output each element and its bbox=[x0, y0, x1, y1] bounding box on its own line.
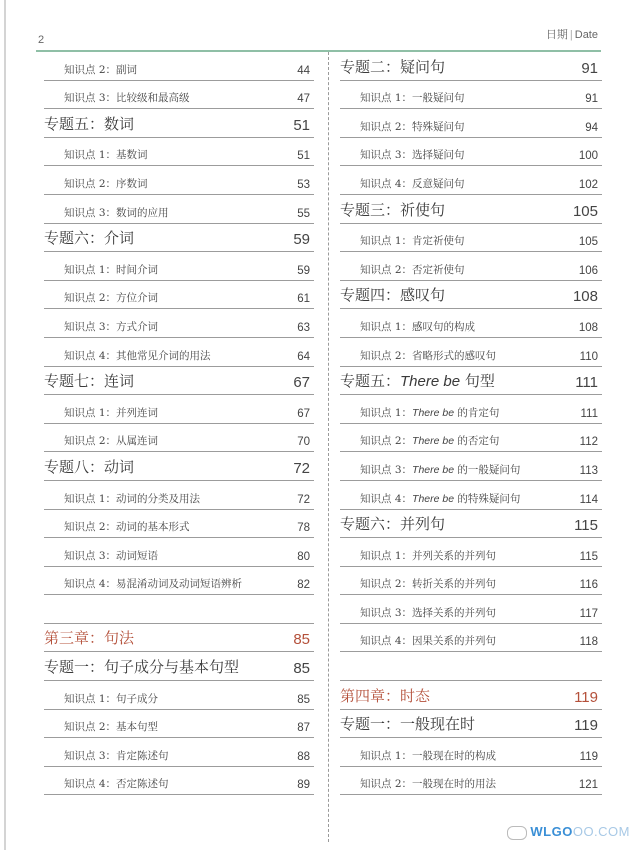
toc-entry-label: 知识点 3：动词短语 bbox=[64, 549, 159, 562]
toc-entry-point[interactable] bbox=[340, 595, 602, 624]
toc-entry-point[interactable] bbox=[340, 166, 602, 195]
toc-entry-page: 102 bbox=[578, 178, 598, 191]
toc-entry-point[interactable] bbox=[44, 395, 314, 424]
toc-entry-label: 知识点 4：There be 的特殊疑问句 bbox=[360, 492, 521, 505]
toc-entry-point[interactable] bbox=[44, 52, 314, 81]
binding-edge bbox=[4, 0, 6, 850]
toc-entry-page: 63 bbox=[297, 321, 310, 334]
toc-entry-label: 知识点 3：There be 的一般疑问句 bbox=[360, 463, 521, 476]
toc-entry-point[interactable] bbox=[340, 567, 602, 596]
toc-entry-label: 知识点 1：There be 的肯定句 bbox=[360, 406, 500, 419]
toc-entry-chapter[interactable] bbox=[340, 681, 602, 710]
toc-entry-label: 专题六：并列句 bbox=[340, 515, 446, 534]
toc-entry-page: 116 bbox=[579, 579, 598, 592]
toc-entry-page: 53 bbox=[297, 178, 310, 191]
toc-entry-label: 第四章：时态 bbox=[340, 686, 431, 705]
toc-entry-label: 知识点 2：转折关系的并列句 bbox=[360, 578, 497, 591]
english-phrase: There be bbox=[412, 492, 455, 505]
toc-entry-label: 专题四：感叹句 bbox=[340, 286, 446, 305]
toc-entry-label: 知识点 3：肯定陈述句 bbox=[64, 749, 169, 762]
toc-entry-page: 55 bbox=[297, 207, 310, 220]
date-label-cn: 日期 bbox=[545, 29, 568, 41]
toc-entry-point[interactable] bbox=[44, 767, 314, 796]
toc-entry-topic[interactable] bbox=[44, 109, 314, 138]
toc-entry-page: 91 bbox=[585, 93, 598, 106]
toc-entry-page: 121 bbox=[578, 779, 598, 792]
toc-entry-point[interactable] bbox=[340, 538, 602, 567]
toc-entry-label: 知识点 2：特殊疑问句 bbox=[360, 120, 465, 133]
toc-entry-label: 知识点 2：序数词 bbox=[64, 177, 148, 190]
toc-entry-page: 105 bbox=[572, 202, 598, 220]
toc-entry-point[interactable] bbox=[44, 681, 314, 710]
toc-entry-label: 专题三：祈使句 bbox=[340, 200, 446, 219]
gamepad-icon bbox=[507, 826, 527, 840]
toc-entry-page: 111 bbox=[575, 374, 598, 392]
toc-entry-page: 100 bbox=[578, 150, 598, 163]
toc-entry-page: 108 bbox=[578, 321, 598, 334]
toc-entry-point[interactable] bbox=[44, 538, 314, 567]
toc-entry-point[interactable] bbox=[44, 166, 314, 195]
toc-entry-page: 113 bbox=[579, 464, 598, 477]
toc-entry-label: 知识点 1：并列连词 bbox=[64, 406, 159, 419]
toc-entry-page: 105 bbox=[578, 236, 598, 249]
toc-entry-page: 111 bbox=[580, 407, 598, 420]
toc-entry-label: 知识点 1：时间介词 bbox=[64, 263, 159, 276]
toc-entry-page: 59 bbox=[293, 231, 310, 249]
toc-entry-page: 85 bbox=[293, 660, 310, 678]
toc-entry-topic[interactable] bbox=[340, 510, 602, 539]
toc-entry-topic[interactable] bbox=[44, 224, 314, 253]
toc-entry-point[interactable] bbox=[340, 109, 602, 138]
toc-entry-label: 专题一：一般现在时 bbox=[340, 715, 476, 734]
toc-entry-label: 知识点 2：副词 bbox=[64, 63, 138, 76]
toc-entry-page: 44 bbox=[297, 64, 310, 77]
toc-entry-topic[interactable] bbox=[340, 195, 602, 224]
toc-entry-point[interactable] bbox=[44, 338, 314, 367]
toc-entry-page: 115 bbox=[574, 517, 598, 535]
toc-entry-page: 91 bbox=[581, 59, 598, 77]
toc-entry-label: 第三章：句法 bbox=[44, 629, 135, 648]
toc-entry-label: 知识点 2：There be 的否定句 bbox=[360, 435, 500, 448]
column-divider bbox=[328, 52, 329, 842]
toc-entry-label: 知识点 3：比较级和最高级 bbox=[64, 92, 190, 105]
watermark-bold: WLGO bbox=[530, 824, 573, 840]
toc-entry-point[interactable] bbox=[340, 309, 602, 338]
toc-right-column bbox=[340, 52, 602, 795]
toc-entry-label: 知识点 1：动词的分类及用法 bbox=[64, 492, 201, 505]
toc-entry-label: 知识点 3：选择疑问句 bbox=[360, 149, 465, 162]
toc-entry-label: 专题一：句子成分与基本句型 bbox=[44, 658, 240, 677]
toc-entry-point[interactable] bbox=[44, 738, 314, 767]
toc-entry-page: 72 bbox=[293, 459, 310, 477]
english-phrase: There be bbox=[412, 463, 455, 476]
toc-entry-label: 知识点 2：一般现在时的用法 bbox=[360, 778, 497, 791]
toc-entry-page: 115 bbox=[579, 550, 598, 563]
toc-entry-label: 知识点 4：反意疑问句 bbox=[360, 177, 465, 190]
toc-entry-page: 110 bbox=[579, 350, 598, 363]
toc-blank-row bbox=[340, 652, 602, 681]
toc-entry-topic[interactable] bbox=[340, 367, 602, 396]
toc-entry-page: 85 bbox=[297, 693, 310, 706]
date-separator: | bbox=[569, 29, 573, 41]
toc-entry-page: 119 bbox=[574, 688, 598, 706]
date-label bbox=[546, 26, 598, 42]
toc-entry-page: 106 bbox=[578, 264, 598, 277]
english-phrase: There be bbox=[412, 435, 455, 448]
toc-entry-label: 专题六：介词 bbox=[44, 229, 135, 248]
toc-entry-page: 72 bbox=[297, 493, 310, 506]
toc-entry-point[interactable] bbox=[44, 138, 314, 167]
toc-entry-topic[interactable] bbox=[340, 52, 602, 81]
toc-entry-label: 知识点 2：否定祈使句 bbox=[360, 263, 465, 276]
toc-entry-page: 82 bbox=[297, 579, 310, 592]
toc-entry-page: 70 bbox=[297, 436, 310, 449]
toc-entry-page: 112 bbox=[579, 436, 598, 449]
toc-entry-label: 知识点 2：方位介词 bbox=[64, 292, 159, 305]
toc-entry-page: 114 bbox=[579, 493, 598, 506]
toc-entry-page: 85 bbox=[293, 631, 310, 649]
toc-entry-page: 88 bbox=[297, 750, 310, 763]
toc-entry-point[interactable] bbox=[44, 567, 314, 596]
toc-entry-page: 59 bbox=[297, 264, 310, 277]
toc-entry-page: 119 bbox=[574, 717, 598, 735]
toc-entry-label: 知识点 1：句子成分 bbox=[64, 692, 159, 705]
watermark bbox=[507, 824, 630, 840]
toc-entry-page: 51 bbox=[293, 116, 310, 134]
toc-entry-label: 知识点 1：感叹句的构成 bbox=[360, 320, 476, 333]
toc-entry-point[interactable] bbox=[340, 395, 602, 424]
toc-entry-page: 119 bbox=[579, 750, 598, 763]
toc-entry-page: 78 bbox=[297, 522, 310, 535]
toc-entry-label: 知识点 1：并列关系的并列句 bbox=[360, 549, 497, 562]
watermark-light: OO.COM bbox=[572, 824, 630, 840]
toc-entry-page: 47 bbox=[297, 93, 310, 106]
toc-entry-label: 知识点 1：肯定祈使句 bbox=[360, 235, 465, 248]
toc-entry-topic[interactable] bbox=[44, 367, 314, 396]
toc-entry-point[interactable] bbox=[340, 81, 602, 110]
toc-entry-page: 87 bbox=[297, 722, 310, 735]
toc-entry-page: 64 bbox=[297, 350, 310, 363]
toc-entry-label: 专题五：数词 bbox=[44, 114, 135, 133]
toc-entry-label: 知识点 3：数词的应用 bbox=[64, 206, 169, 219]
toc-entry-point[interactable] bbox=[340, 481, 602, 510]
toc-entry-label: 专题五：There be 句型 bbox=[340, 372, 495, 391]
toc-entry-label: 专题二：疑问句 bbox=[340, 57, 446, 76]
toc-entry-point[interactable] bbox=[340, 452, 602, 481]
toc-entry-page: 67 bbox=[293, 374, 310, 392]
toc-entry-topic[interactable] bbox=[44, 452, 314, 481]
toc-entry-chapter[interactable] bbox=[44, 624, 314, 653]
toc-entry-point[interactable] bbox=[44, 252, 314, 281]
toc-entry-label: 知识点 4：因果关系的并列句 bbox=[360, 635, 497, 648]
toc-entry-label: 知识点 4：其他常见介词的用法 bbox=[64, 349, 211, 362]
toc-entry-point[interactable] bbox=[44, 481, 314, 510]
toc-entry-label: 知识点 2：基本句型 bbox=[64, 721, 159, 734]
toc-entry-label: 专题八：动词 bbox=[44, 457, 135, 476]
toc-entry-point[interactable] bbox=[340, 624, 602, 653]
toc-entry-page: 51 bbox=[297, 150, 310, 163]
toc-entry-page: 80 bbox=[297, 550, 310, 563]
toc-entry-page: 117 bbox=[579, 607, 598, 620]
toc-entry-point[interactable] bbox=[44, 710, 314, 739]
toc-entry-label: 知识点 3：选择关系的并列句 bbox=[360, 606, 497, 619]
toc-entry-label: 知识点 1：基数词 bbox=[64, 149, 148, 162]
page-number: 2 bbox=[38, 34, 45, 46]
toc-entry-label: 知识点 1：一般疑问句 bbox=[360, 92, 465, 105]
toc-blank-row bbox=[44, 595, 314, 624]
toc-entry-point[interactable] bbox=[340, 338, 602, 367]
toc-entry-point[interactable] bbox=[44, 281, 314, 310]
toc-entry-point[interactable] bbox=[340, 224, 602, 253]
toc-left-column bbox=[44, 52, 314, 795]
toc-entry-point[interactable] bbox=[44, 81, 314, 110]
english-phrase: There be bbox=[412, 406, 455, 419]
toc-entry-topic[interactable] bbox=[340, 281, 602, 310]
toc-entry-point[interactable] bbox=[44, 309, 314, 338]
toc-entry-label: 知识点 1：一般现在时的构成 bbox=[360, 749, 497, 762]
toc-entry-topic[interactable] bbox=[44, 652, 314, 681]
toc-entry-label: 知识点 2：从属连词 bbox=[64, 435, 159, 448]
toc-entry-point[interactable] bbox=[340, 424, 602, 453]
english-phrase: There be bbox=[400, 373, 461, 391]
toc-entry-point[interactable] bbox=[44, 510, 314, 539]
toc-entry-point[interactable] bbox=[340, 767, 602, 796]
toc-entry-page: 61 bbox=[297, 293, 310, 306]
toc-entry-label: 知识点 2：动词的基本形式 bbox=[64, 521, 190, 534]
toc-entry-label: 知识点 3：方式介词 bbox=[64, 320, 159, 333]
toc-entry-point[interactable] bbox=[340, 252, 602, 281]
toc-entry-page: 118 bbox=[579, 636, 598, 649]
toc-entry-point[interactable] bbox=[340, 138, 602, 167]
toc-entry-page: 108 bbox=[572, 288, 598, 306]
toc-entry-topic[interactable] bbox=[340, 710, 602, 739]
toc-entry-page: 67 bbox=[297, 407, 310, 420]
toc-entry-point[interactable] bbox=[340, 738, 602, 767]
toc-entry-page: 94 bbox=[585, 121, 598, 134]
date-label-en: Date bbox=[574, 29, 598, 41]
toc-entry-point[interactable] bbox=[44, 424, 314, 453]
toc-entry-label: 专题七：连词 bbox=[44, 372, 135, 391]
toc-entry-label: 知识点 2：省略形式的感叹句 bbox=[360, 349, 497, 362]
toc-entry-label: 知识点 4：否定陈述句 bbox=[64, 778, 169, 791]
toc-entry-page: 89 bbox=[297, 779, 310, 792]
toc-entry-label: 知识点 4：易混淆动词及动词短语辨析 bbox=[64, 578, 243, 591]
toc-entry-point[interactable] bbox=[44, 195, 314, 224]
